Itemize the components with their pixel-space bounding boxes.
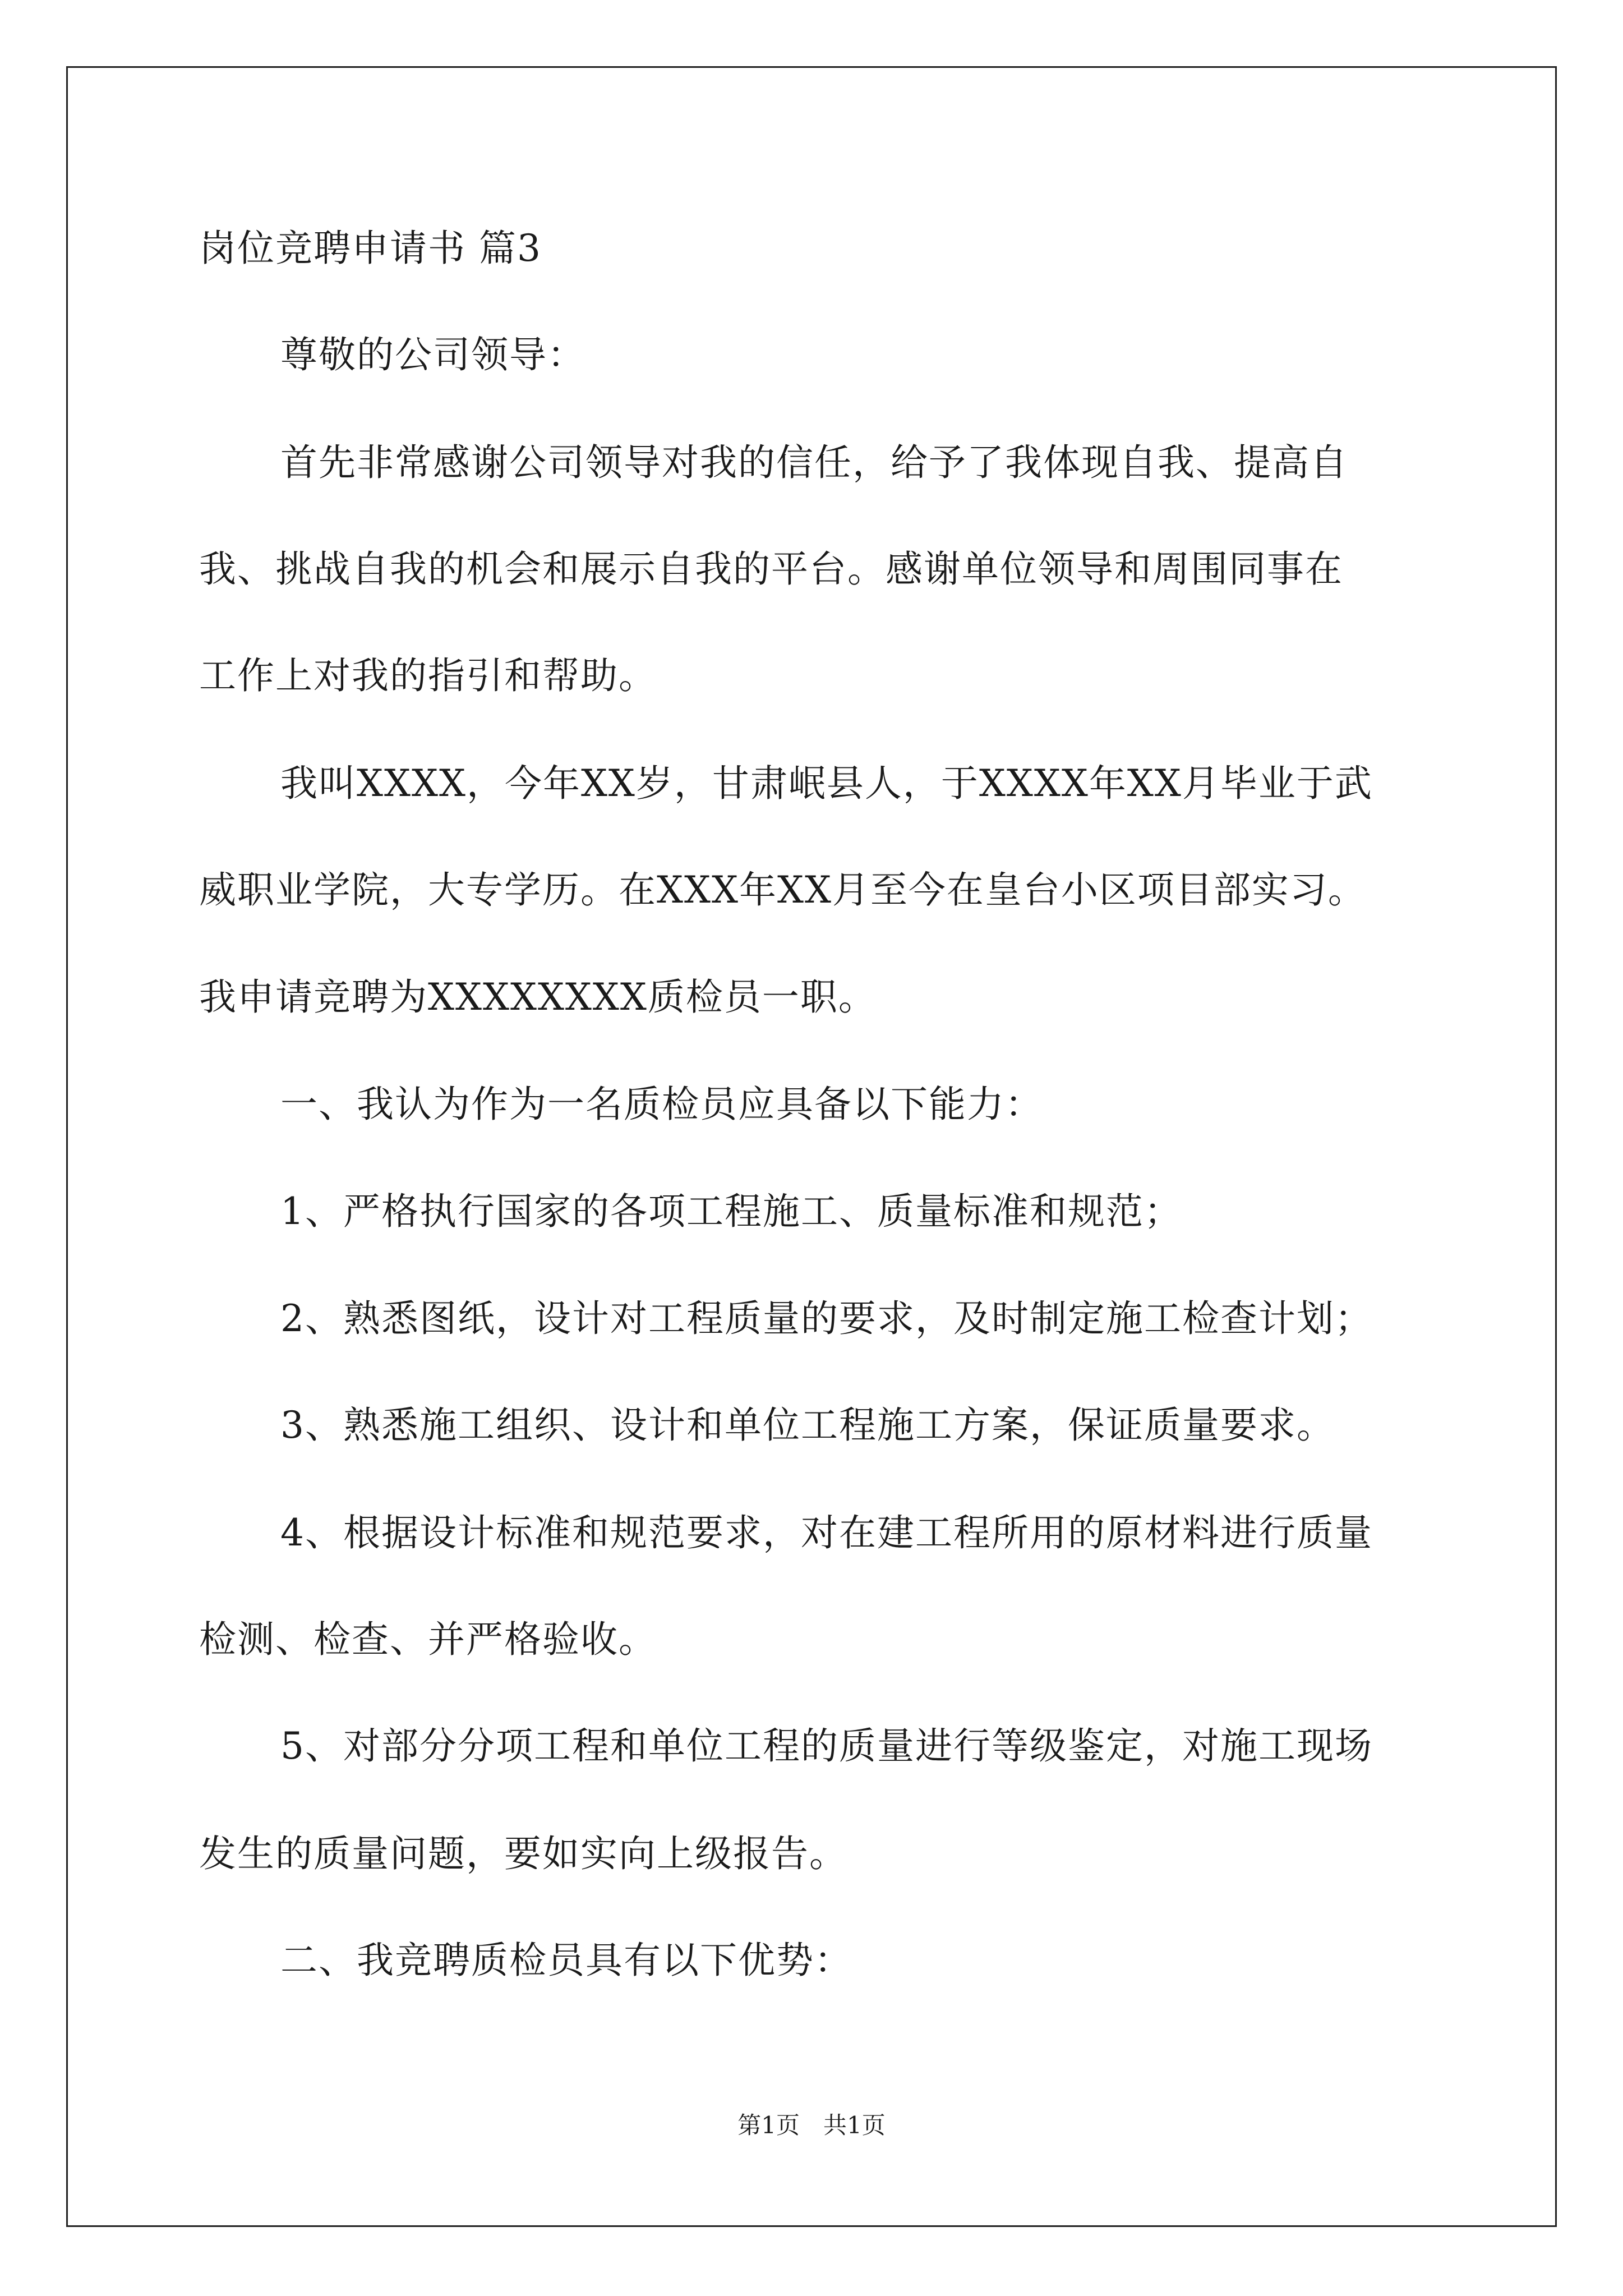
salutation: 尊敬的公司领导： <box>280 333 585 376</box>
paragraph-line: 威职业学院，大专学历。在XXX年XX月至今在皇台小区项目部实习。 <box>199 868 1366 912</box>
paragraph-line: 工作上对我的指引和帮助。 <box>199 654 657 697</box>
document-title: 岗位竞聘申请书 篇3 <box>199 227 542 270</box>
list-item: 5、对部分分项工程和单位工程的质量进行等级鉴定，对施工现场 <box>280 1724 1373 1768</box>
section-heading: 一、我认为作为一名质检员应具备以下能力： <box>280 1083 1043 1126</box>
list-item-continuation: 检测、检查、并严格验收。 <box>199 1618 657 1661</box>
list-item: 1、严格执行国家的各项工程施工、质量标准和规范； <box>280 1190 1182 1233</box>
paragraph-line: 我申请竞聘为XXXXXXXX质检员一职。 <box>199 976 877 1019</box>
list-item: 2、熟悉图纸，设计对工程质量的要求，及时制定施工检查计划； <box>280 1297 1373 1340</box>
page-border <box>66 66 1557 2227</box>
list-item: 3、熟悉施工组织、设计和单位工程施工方案，保证质量要求。 <box>280 1404 1335 1447</box>
list-item-continuation: 发生的质量问题，要如实向上级报告。 <box>199 1832 847 1875</box>
section-heading: 二、我竞聘质检员具有以下优势： <box>280 1939 852 1982</box>
page-number-footer: 第1页 共1页 <box>737 2111 886 2139</box>
paragraph-line: 我、挑战自我的机会和展示自我的平台。感谢单位领导和周围同事在 <box>199 547 1343 591</box>
list-item: 4、根据设计标准和规范要求，对在建工程所用的原材料进行质量 <box>280 1511 1373 1554</box>
paragraph-line: 首先非常感谢公司领导对我的信任，给予了我体现自我、提高自 <box>280 441 1348 484</box>
paragraph-line: 我叫XXXX，今年XX岁，甘肃岷县人，于XXXX年XX月毕业于武 <box>280 762 1373 805</box>
